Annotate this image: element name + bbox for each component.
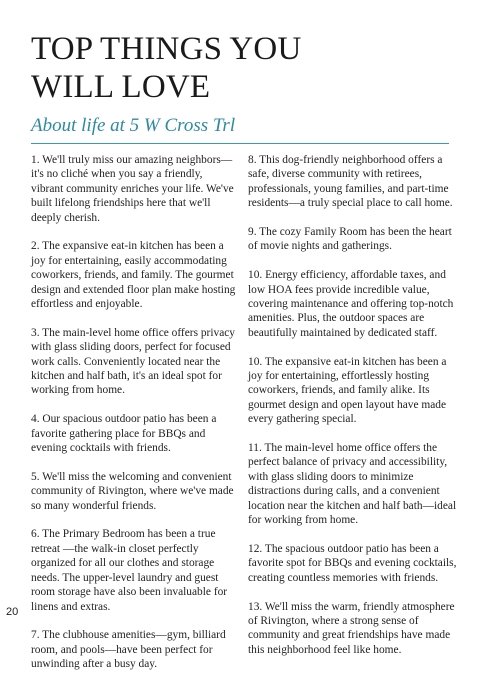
- page-number: 20: [6, 606, 19, 618]
- list-item: 2. The expansive eat-in kitchen has been a joy for entertaining, easily accommodating coworkers, friends, and family. The gourmet design and extended floor plan make hosting effortless and enjoyable.: [31, 240, 236, 311]
- page-title: [31, 30, 451, 106]
- list-item: 9. The cozy Family Room has been the heart of movie nights and gatherings.: [248, 226, 452, 253]
- list-item: 4. Our spacious outdoor patio has been a favorite gathering place for BBQs and evening cocktails with friends.: [31, 413, 217, 455]
- list-item: 8. This dog-friendly neighborhood offers a safe, diverse community with retirees, professionals, young families, and part-time residents—a truly special place to call home.: [248, 154, 453, 210]
- list-item: 10. The expansive eat-in kitchen has been a joy for entertaining, effortlessly hosting coworkers, friends, and family alike. Its gourmet design and open layout have made every gathering special.: [248, 355, 447, 426]
- page-subtitle: About life at 5 W Cross Trl: [31, 115, 236, 136]
- list-item: 10. Energy efficiency, affordable taxes, and low HOA fees provide incredible value, covering maintenance and offering top-notch amenities. Plus, the outdoor spaces are beautifully maintained by dedicated staff.: [248, 269, 454, 339]
- list-item: 7. The clubhouse amenities—gym, billiard room, and pools—have been perfect for unwinding after a busy day.: [31, 629, 226, 671]
- list-item: 6. The Primary Bedroom has been a true retreat —the walk-in closet perfectly organized for all our clothes and storage needs. The upper-level laundry and guest room storage have also been invaluable for linens and extras.: [31, 528, 228, 613]
- right-column: [248, 153, 458, 672]
- title-line-2: WILL LOVE: [31, 69, 211, 105]
- list-item: 5. We'll miss the welcoming and convenient community of Rivington, where we've made so many wonderful friends.: [31, 470, 234, 512]
- title-line-1: TOP THINGS YOU: [31, 31, 302, 67]
- list-item: 3. The main-level home office offers privacy with glass sliding doors, perfect for focused work calls. Conveniently located near the kitchen and half bath, it's an ideal spot for working from home.: [31, 326, 236, 397]
- list-item: 1. We'll truly miss our amazing neighbors—it's no cliché when you say a friendly, vibrant community enriches your life. We've built lifelong friendships here that we'll deeply cherish.: [31, 154, 234, 224]
- list-item: 11. The main-level home office offers the perfect balance of privacy and accessibility, with glass sliding doors to minimize distractions during calls, and a convenient location near the kitchen and half bath—ideal for working from home.: [248, 442, 457, 527]
- header-divider: [31, 143, 449, 144]
- list-item: 13. We'll miss the warm, friendly atmosphere of Rivington, where a strong sense of community and great friendships have made this neighborhood feel like home.: [248, 600, 455, 656]
- list-item: 12. The spacious outdoor patio has been a favorite spot for BBQs and evening cocktails, creating countless memories with friends.: [248, 542, 457, 584]
- left-column: [31, 153, 236, 686]
